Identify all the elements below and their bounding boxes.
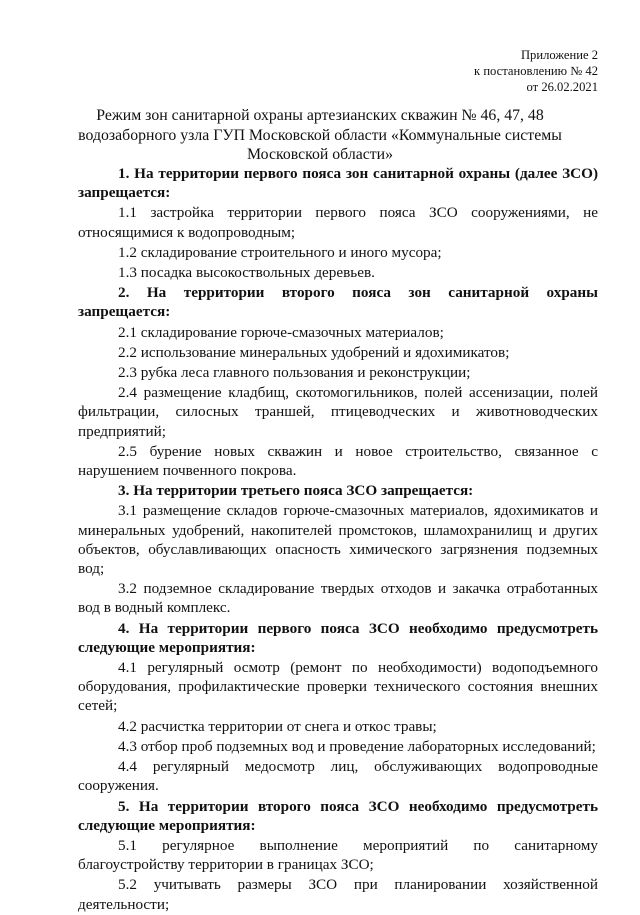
section-heading: 2. На территории второго пояса зон санитарной охраны запрещается:	[78, 284, 598, 321]
list-item: 1.2 складирование строительного и иного мусора;	[118, 243, 442, 261]
annex-date: от 26.02.2021	[526, 80, 598, 94]
annex-reference	[474, 47, 598, 95]
list-item: 1.1 застройка территории первого пояса ЗСО сооружениями, не относящимися к водопроводным;	[78, 204, 598, 241]
annex-number: Приложение 2	[520, 48, 598, 62]
list-item: 1.3 посадка высокоствольных деревьев.	[118, 264, 375, 282]
list-item: 2.1 складирование горюче-смазочных материалов;	[118, 323, 444, 341]
list-item: 4.2 расчистка территории от снега и откос травы;	[118, 717, 437, 735]
list-item: 4.4 регулярный медосмотр лиц, обслуживающих водопроводные сооружения.	[78, 758, 598, 795]
list-item: 2.5 бурение новых скважин и новое строительство, связанное с нарушением почвенного покрова.	[78, 442, 598, 480]
list-item: 5.1 регулярное выполнение мероприятий по санитарному благоустройству территории в границах ЗСО;	[78, 836, 598, 874]
document-title	[70, 106, 570, 165]
list-item: 5.2 учитывать размеры ЗСО при планировании хозяйственной деятельности;	[78, 876, 598, 913]
title-line: Режим зон санитарной охраны артезианских скважин № 46, 47, 48	[96, 107, 544, 124]
section-heading: 4. На территории первого пояса ЗСО необходимо предусмотреть следующие мероприятия:	[78, 619, 598, 656]
section-heading: 1. На территории первого пояса зон санитарной охраны (далее ЗСО) запрещается:	[78, 165, 598, 202]
section-heading: 5. На территории второго пояса ЗСО необходимо предусмотреть следующие мероприятия:	[78, 797, 598, 834]
list-item: 2.2 использование минеральных удобрений и ядохимикатов;	[118, 343, 510, 361]
title-line: водозаборного узла ГУП Московской области «Коммунальные системы	[78, 126, 562, 144]
list-item: 4.3 отбор проб подземных вод и проведение лабораторных исследований;	[118, 737, 596, 755]
document-body	[78, 164, 598, 915]
list-item: 2.3 рубка леса главного пользования и реконструкции;	[118, 364, 471, 382]
section-heading: 3. На территории третьего пояса ЗСО запрещается:	[118, 482, 474, 500]
list-item: 4.1 регулярный осмотр (ремонт по необходимости) водоподъемного оборудования, профилактические проверки технического состояния внешних сетей;	[78, 659, 598, 715]
annex-resolution: к постановлению № 42	[474, 64, 598, 78]
list-item: 3.2 подземное складирование твердых отходов и закачка отработанных вод в водный комплекс.	[78, 580, 598, 617]
list-item: 2.4 размещение кладбищ, скотомогильников, полей ассенизации, полей фильтрации, силосных траншей, птицеводческих и животноводческих предприятий;	[78, 384, 598, 440]
list-item: 3.1 размещение складов горюче-смазочных материалов, ядохимикатов и минеральных удобрений, накопителей промстоков, шламохранилищ и других объектов, обуславливающих опасность химического загрязнения подземных вод;	[78, 502, 598, 578]
title-line: Московской области»	[247, 146, 393, 163]
